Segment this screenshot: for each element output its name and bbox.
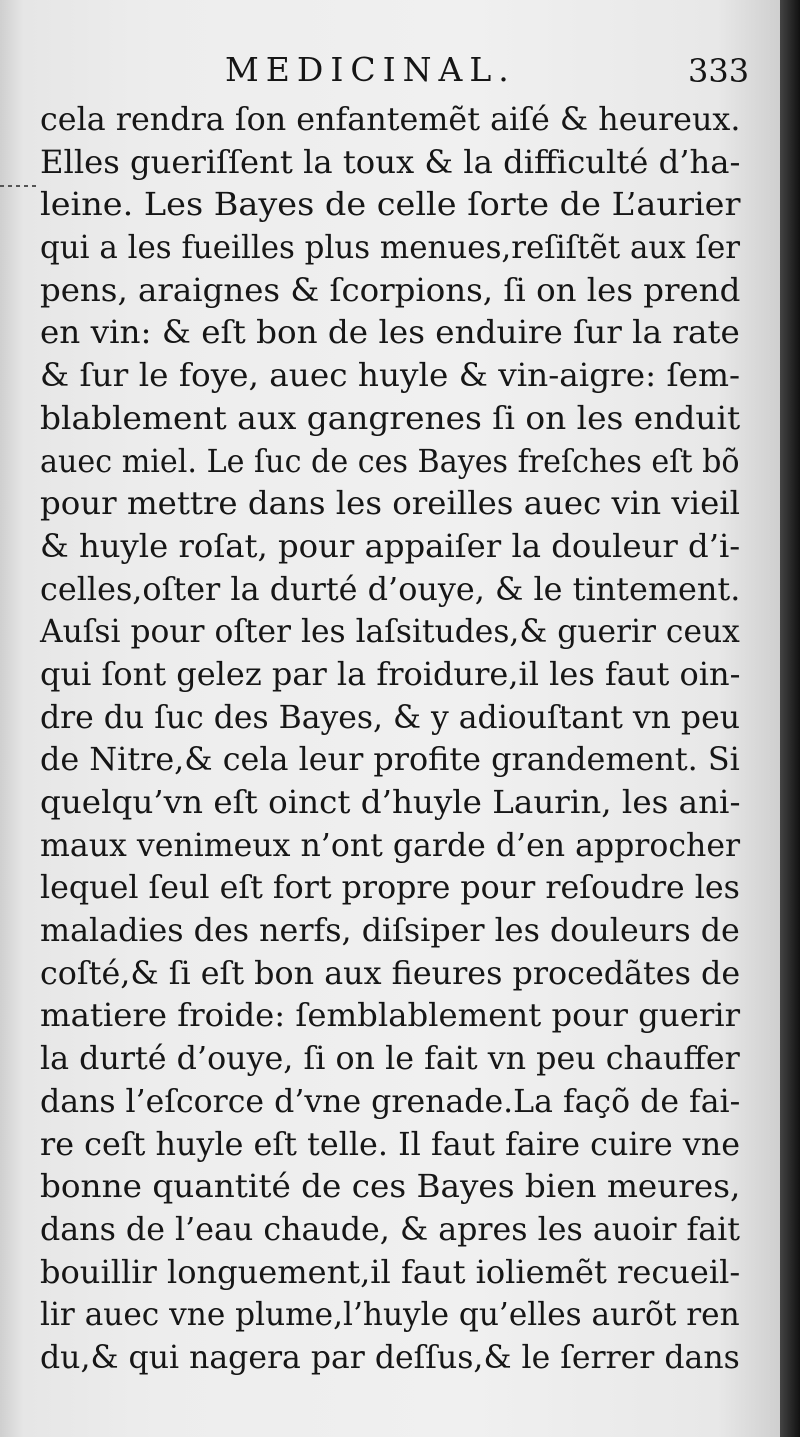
text-line: qui a les fueilles plus menues,reſiſtẽt aux ſer [40,228,741,267]
text-line: pour mettre dans les oreilles auec vin vieil [40,484,741,523]
text-line: qui ſont gelez par la froidure,il les faut oin- [40,654,741,693]
text-line: celles,oſter la durté d’ouye, & le tintement. [40,569,741,608]
text-line: & ſur le foye, auec huyle & vin-aigre: ſem- [40,356,741,395]
book-gutter-shadow [780,0,800,1437]
text-line: bonne quantité de ces Bayes bien meures, [40,1167,741,1206]
text-line: maladies des nerfs, diſsiper les douleurs de [40,911,740,950]
text-line: Auſsi pour oſter les laſsitudes,& guerir ceux [40,612,740,651]
text-line: & huyle roſat, pour appaiſer la douleur d’i- [40,526,741,565]
text-line: matiere froide: ſemblablement pour guerir [40,996,741,1035]
text-line: blablement aux gangrenes ſi on les enduit [40,398,741,437]
text-line: lir auec vne plume,l’huyle qu’elles aurõt ren [40,1295,740,1334]
page-number: 333 [688,52,750,90]
text-line: de Nitre,& cela leur profite grandement. Si [40,740,740,779]
text-line: du,& qui nagera par deſſus,& le ſerrer dans [40,1337,740,1376]
running-title: MEDICINAL. [225,50,516,89]
body-text [40,98,740,1379]
text-line: leine. Les Bayes de celle ſorte de L’aurier [40,185,741,224]
text-line: cela rendra ſon enfantemẽt aiſé & heureux. [40,100,741,138]
text-line: en vin: & eſt bon de les enduire ſur la rate [40,313,740,352]
text-line: dre du ſuc des Bayes, & y adiouſtant vn peu [40,697,740,736]
text-line: la durté d’ouye, ſi on le fait vn peu chauffer [40,1039,740,1078]
text-line: quelqu’vn eſt oinct d’huyle Laurin, les ani- [40,783,741,821]
text-line: dans l’eſcorce d’vne grenade.La façõ de fai- [40,1081,741,1120]
text-line: auec miel. Le ſuc de ces Bayes freſches eſt bõ [40,441,740,480]
text-line: Elles gueriſſent la toux & la difficulté d’ha- [40,142,741,181]
text-line: bouillir longuement,il faut ioliemẽt recueil- [40,1252,741,1291]
text-line: coſté,& ſi eſt bon aux fieures procedãtes de [40,953,741,992]
text-line: maux venimeux n’ont garde d’en approcher [40,825,741,864]
margin-mark [0,185,40,187]
text-line: pens, araignes & ſcorpions, ſi on les prend [40,270,741,309]
page-header [0,42,780,90]
text-line: lequel ſeul eſt fort propre pour reſoudre les [40,868,740,907]
text-line: dans de l’eau chaude, & apres les auoir fait [40,1209,741,1248]
text-line: re ceſt huyle eſt telle. Il faut faire cuire vne [40,1124,741,1163]
